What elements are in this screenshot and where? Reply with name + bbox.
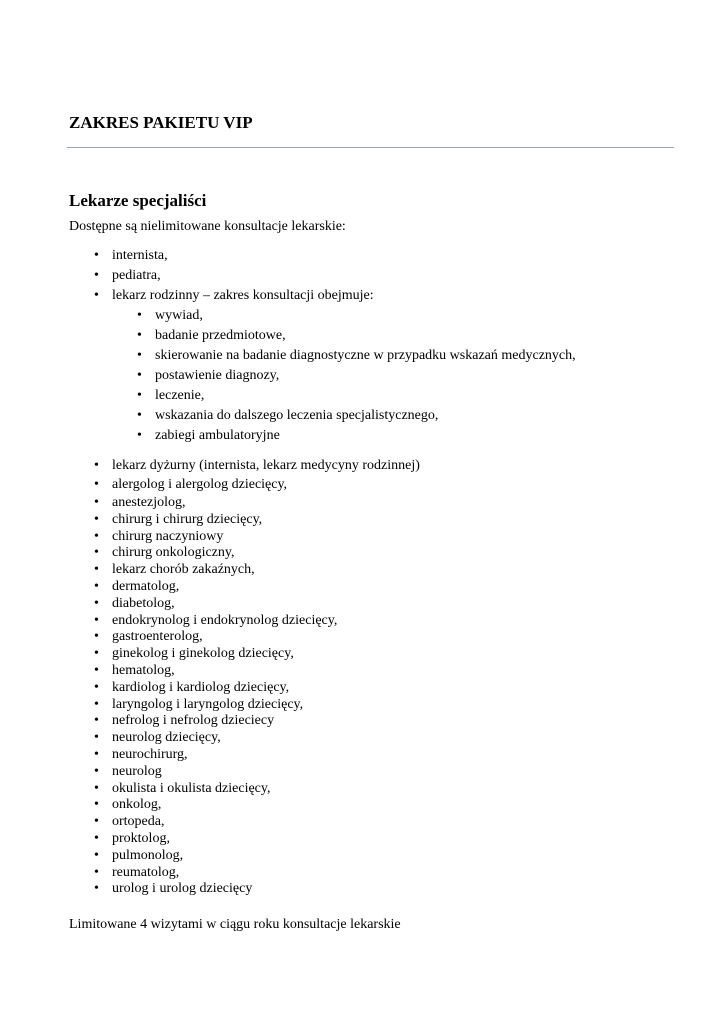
list-item xyxy=(137,406,694,426)
section-heading: Lekarze specjaliści xyxy=(69,191,207,210)
list-item xyxy=(94,797,694,814)
list-item-label: chirurg i chirurg dziecięcy, xyxy=(112,511,263,527)
list-item xyxy=(94,713,694,730)
list-item xyxy=(94,266,694,286)
list-item-label: chirurg naczyniowy xyxy=(112,528,224,544)
list-item xyxy=(94,456,694,475)
list-item xyxy=(137,426,694,446)
list-item xyxy=(94,697,694,714)
list-item xyxy=(94,747,694,764)
list-item-label: postawienie diagnozy, xyxy=(155,368,280,383)
list-item xyxy=(94,814,694,831)
list-item-label: diabetolog, xyxy=(112,595,175,611)
list-item-label: onkolog, xyxy=(112,797,162,813)
list-item-label: ortopeda, xyxy=(112,814,165,830)
list-item xyxy=(94,680,694,697)
list-item xyxy=(94,246,694,266)
list-item-label: hematolog, xyxy=(112,662,175,678)
list-item xyxy=(94,865,694,882)
list-item-label: okulista i okulista dziecięcy, xyxy=(112,780,271,796)
list-item-label: gastroenterolog, xyxy=(112,629,203,645)
list-item-label: neurochirurg, xyxy=(112,746,188,762)
list-item-label: skierowanie na badanie diagnostyczne w przypadku wskazań medycznych, xyxy=(155,348,576,363)
list-item-label: lekarz rodzinny – zakres konsultacji obejmuje: xyxy=(112,288,374,303)
list-item xyxy=(94,629,694,646)
list-item-label: wskazania do dalszego leczenia specjalistycznego, xyxy=(155,408,439,423)
list-item xyxy=(94,613,694,630)
list-item xyxy=(94,579,694,596)
list-item-label: lekarz dyżurny (internista, lekarz medycyny rodzinnej) xyxy=(112,458,420,473)
list-item-label: lekarz chorób zakaźnych, xyxy=(112,562,255,578)
list-item xyxy=(94,529,694,546)
list-item xyxy=(94,646,694,663)
list-item-label: anestezjolog, xyxy=(112,495,186,510)
list-item-label: neurolog xyxy=(112,763,162,779)
list-item-label: ginekolog i ginekolog dziecięcy, xyxy=(112,646,294,662)
list-item xyxy=(137,326,694,346)
list-item xyxy=(137,386,694,406)
list-item-label: nefrolog i nefrolog dzieciecy xyxy=(112,713,275,729)
list-item-label: dermatolog, xyxy=(112,578,180,594)
list-item-label: endokrynolog i endokrynolog dziecięcy, xyxy=(112,612,338,628)
list-item-label: pulmonolog, xyxy=(112,847,184,863)
specialist-list-top xyxy=(94,246,694,446)
specialist-list-bottom xyxy=(94,495,694,898)
list-item-label: leczenie, xyxy=(155,388,205,403)
list-item xyxy=(94,475,694,494)
list-item-label: kardiolog i kardiolog dziecięcy, xyxy=(112,679,290,695)
list-item xyxy=(94,596,694,613)
list-item xyxy=(94,545,694,562)
consultation-scope-list xyxy=(137,306,694,446)
list-item-label: neurolog dziecięcy, xyxy=(112,730,221,746)
list-item xyxy=(137,346,694,366)
list-item-label: laryngolog i laryngolog dziecięcy, xyxy=(112,696,304,712)
list-item-label: chirurg onkologiczny, xyxy=(112,545,235,561)
list-item-label: wywiad, xyxy=(155,308,203,323)
list-item-label: badanie przedmiotowe, xyxy=(155,328,286,343)
list-item xyxy=(94,831,694,848)
list-item-label: zabiegi ambulatoryjne xyxy=(155,428,280,443)
list-item xyxy=(94,764,694,781)
list-item xyxy=(94,286,694,446)
list-item xyxy=(94,495,694,512)
title-divider xyxy=(67,147,674,148)
list-item xyxy=(94,562,694,579)
specialist-list-middle xyxy=(94,456,694,494)
list-item xyxy=(94,663,694,680)
list-item xyxy=(94,512,694,529)
list-item xyxy=(137,366,694,386)
list-item-label: alergolog i alergolog dziecięcy, xyxy=(112,477,288,492)
list-item xyxy=(94,730,694,747)
list-item-label: internista, xyxy=(112,248,168,263)
limited-consultations-note: Limitowane 4 wizytami w ciągu roku konsultacje lekarskie xyxy=(69,917,401,932)
list-item-label: proktolog, xyxy=(112,830,170,846)
list-item xyxy=(94,848,694,865)
list-item-label: urolog i urolog dziecięcy xyxy=(112,881,253,897)
section-intro: Dostępne są nielimitowane konsultacje lekarskie: xyxy=(69,219,346,234)
list-item xyxy=(137,306,694,326)
list-item-label: reumatolog, xyxy=(112,864,180,880)
list-item xyxy=(94,781,694,798)
list-item-label: pediatra, xyxy=(112,268,161,283)
list-item xyxy=(94,881,694,898)
document-title: ZAKRES PAKIETU VIP xyxy=(69,113,253,132)
